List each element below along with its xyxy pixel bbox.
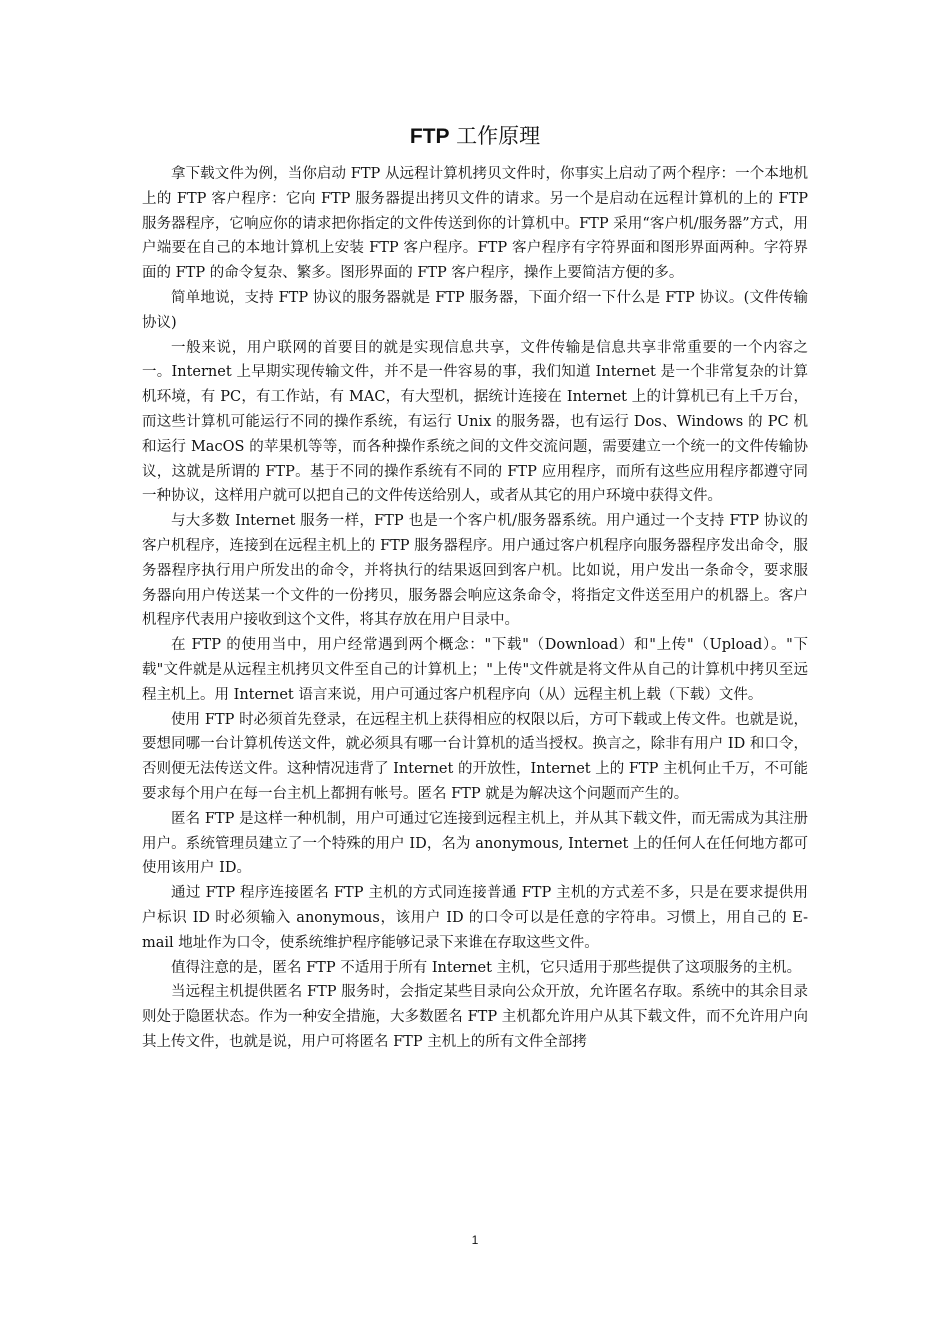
paragraph-client-server: 与大多数 Internet 服务一样，FTP 也是一个客户机/服务器系统。用户通过一个支持 FTP 协议的客户机程序，连接到在远程主机上的 FTP 服务器程序。用户通过客户机程序向服务器程序发出命令，服务器程序执行用户所发出的命令，并将执行的结果返回到客户机。比如说，用户发出一条命令，要求服务器向用户传送某一个文件的一份拷贝，服务器会响应这条命令，将指定文件送至用户的机器上。客户机程序代表用户接收到这个文件，将其存放在用户目录中。 bbox=[142, 513, 808, 629]
paragraph-public-directories: 当远程主机提供匿名 FTP 服务时，会指定某些目录向公众开放，允许匿名存取。系统中的其余目录则处于隐匿状态。作为一种安全措施，大多数匿名 FTP 主机都允许用户从其下载文件，而不允许用户向其上传文件，也就是说，用户可将匿名 FTP 主机上的所有文件全部拷 bbox=[142, 984, 808, 1050]
page-number: 1 bbox=[471, 1233, 479, 1247]
document-body bbox=[142, 162, 808, 1055]
paragraph-ftp-server: 简单地说，支持 FTP 协议的服务器就是 FTP 服务器，下面介绍一下什么是 FTP 协议。(文件传输协议) bbox=[142, 289, 808, 331]
paragraph-anonymous-connect: 通过 FTP 程序连接匿名 FTP 主机的方式同连接普通 FTP 主机的方式差不多，只是在要求提供用户标识 ID 时必须输入 anonymous，该用户 ID 的口令可以是任意的字符串。习惯上，用自己的 E-mail 地址作为口令，使系统维护程序能够记录下来谁在存取这些文件。 bbox=[142, 885, 808, 951]
paragraph-login: 使用 FTP 时必须首先登录，在远程主机上获得相应的权限以后，方可下载或上传文件。也就是说，要想同哪一台计算机传送文件，就必须具有哪一台计算机的适当授权。换言之，除非有用户 ID 和口令，否则便无法传送文件。这种情况违背了 Internet 的开放性，Internet 上的 FTP 主机何止千万，不可能要求每个用户在每一台主机上都拥有帐号。匿名 FTP 就是为解决这个问题而产生的。 bbox=[142, 711, 808, 802]
paragraph-note: 值得注意的是，匿名 FTP 不适用于所有 Internet 主机，它只适用于那些提供了这项服务的主机。 bbox=[171, 959, 802, 976]
paragraph-download-upload: 在 FTP 的使用当中，用户经常遇到两个概念："下载"（Download）和"上传"（Upload）。"下载"文件就是从远程主机拷贝文件至自己的计算机上；"上传"文件就是将文件从自己的计算机中拷贝至远程主机上。用 Internet 语言来说，用户可通过客户机程序向（从）远程主机上载（下载）文件。 bbox=[142, 637, 808, 703]
paragraph-anonymous-ftp: 匿名 FTP 是这样一种机制，用户可通过它连接到远程主机上，并从其下载文件，而无需成为其注册用户。系统管理员建立了一个特殊的用户 ID，名为 anonymous, Internet 上的任何人在任何地方都可使用该用户 ID。 bbox=[142, 810, 808, 877]
title-ftp: FTP bbox=[409, 125, 450, 148]
paragraph-download-example: 拿下载文件为例，当你启动 FTP 从远程计算机拷贝文件时，你事实上启动了两个程序：一个本地机上的 FTP 客户程序：它向 FTP 服务器提出拷贝文件的请求。另一个是启动在远程计算机的上的 FTP 服务器程序，它响应你的请求把你指定的文件传送到你的计算机中。FTP 采用“客户机/服务器”方式，用户端要在自己的本地计算机上安装 FTP 客户程序。FTP 客户程序有字符界面和图形界面两种。字符界面的 FTP 的命令复杂、繁多。图形界面的 FTP 客户程序，操作上要简洁方便的多。 bbox=[142, 166, 808, 282]
page-title bbox=[0, 122, 950, 151]
paragraph-file-transfer: 一般来说，用户联网的首要目的就是实现信息共享，文件传输是信息共享非常重要的一个内容之一。Internet 上早期实现传输文件，并不是一件容易的事，我们知道 Internet 是一个非常复杂的计算机环境，有 PC，有工作站，有 MAC，有大型机，据统计连接在 Internet 上的计算机已有上千万台，而这些计算机可能运行不同的操作系统，有运行 Unix 的服务器，也有运行 Dos、Windows 的 PC 机和运行 MacOS 的苹果机等等，而各种操作系统之间的文件交流问题，需要建立一个统一的文件传输协议，这就是所谓的 FTP。基于不同的操作系统有不同的 FTP 应用程序，而所有这些应用程序都遵守同一种协议，这样用户就可以把自己的文件传送给别人，或者从其它的用户环境中获得文件。 bbox=[142, 339, 808, 505]
title-text: 工作原理 bbox=[449, 124, 541, 148]
